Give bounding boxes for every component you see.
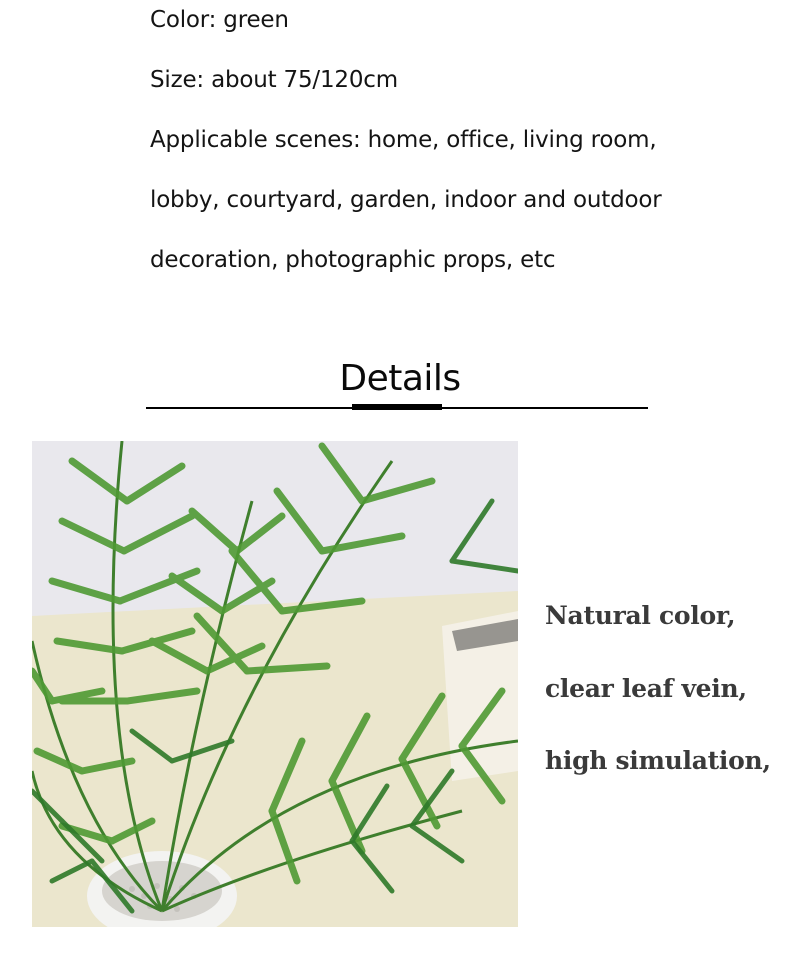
spec-line-color: Color: green — [150, 7, 289, 33]
spec-line-size: Size: about 75/120cm — [150, 67, 398, 93]
spec-line-scenes: Applicable scenes: home, office, living room, — [150, 127, 657, 153]
spec-line-scenes-cont: lobby, courtyard, garden, indoor and outdoor — [150, 187, 662, 213]
feature-high-simulation: high simulation, — [545, 746, 771, 775]
details-divider-accent — [352, 404, 442, 410]
details-heading: Details — [339, 358, 461, 399]
feature-leaf-vein: clear leaf vein, — [545, 674, 747, 703]
feature-natural-color: Natural color, — [545, 601, 736, 630]
product-photo — [32, 441, 518, 927]
spec-line-scenes-end: decoration, photographic props, etc — [150, 247, 556, 273]
